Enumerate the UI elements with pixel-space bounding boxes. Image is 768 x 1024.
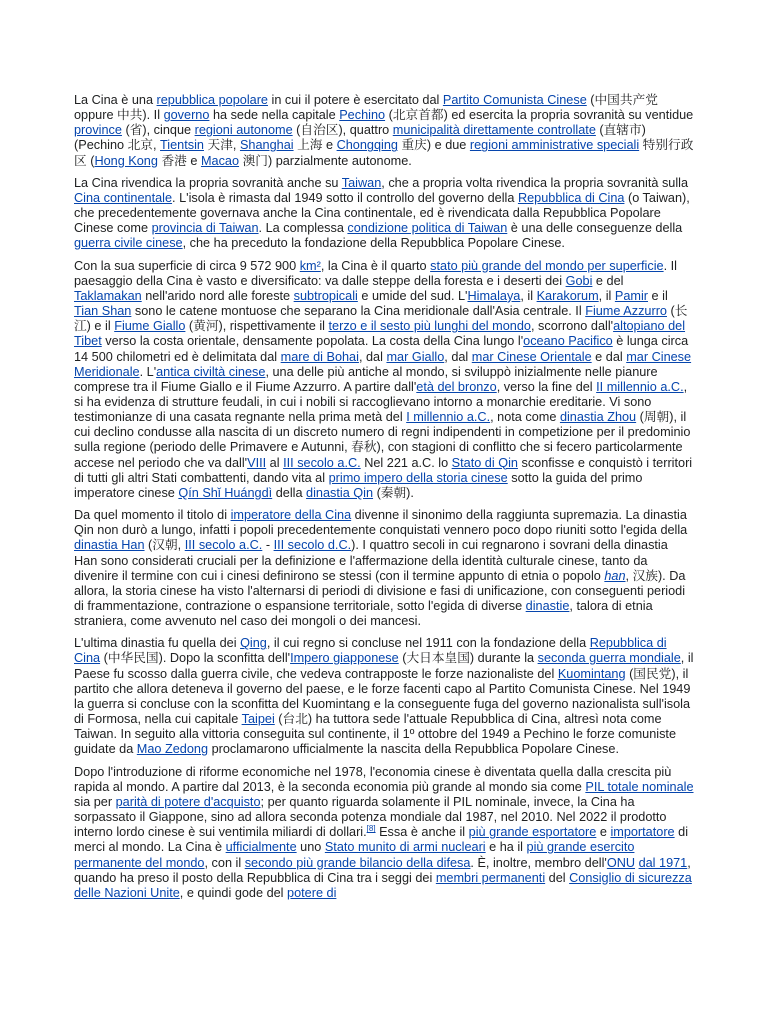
- text-run: , scorrono dall': [530, 319, 614, 334]
- wiki-link[interactable]: dinastia Zhou: [559, 410, 637, 425]
- text-run: . L'isola è rimasta dal 1949 sotto il controllo del governo della: [172, 190, 518, 205]
- wiki-link[interactable]: province: [74, 123, 122, 138]
- text-run: , il: [598, 288, 615, 303]
- wiki-link[interactable]: Fiume Giallo: [114, 319, 186, 334]
- wiki-link[interactable]: membri permanenti: [435, 870, 546, 885]
- wiki-link[interactable]: più grande esportatore: [468, 825, 597, 840]
- wiki-link[interactable]: mare di Bohai: [280, 349, 359, 364]
- text-run: della: [272, 485, 307, 500]
- wiki-link[interactable]: seconda guerra mondiale: [537, 651, 681, 666]
- wiki-link[interactable]: Chongqing: [336, 138, 398, 153]
- wiki-link[interactable]: stato più grande del mondo per superficie: [430, 258, 664, 273]
- wiki-link[interactable]: Qing: [240, 636, 267, 651]
- wiki-link[interactable]: III secolo a.C.: [184, 538, 263, 553]
- text-run: ). I quattro secoli in cui regnarono i sovrani della dinastia Han sono considerati cruciali per la definizione e l'affermazione della identità culturale cinese, tanto da divenire il termine con cui i cinesi definirono se stessi (con il termine appunto di etnia o popolo: [74, 538, 668, 583]
- text-run: sia per: [74, 794, 116, 809]
- text-run: . È, inoltre, membro dell': [470, 855, 607, 870]
- text-run: , si ha evidenza di strutture feudali, in cui i nobili si raccoglievano intorno a monarchie ereditarie. Vi sono testimonianze di una casata regnante nella prima metà del: [74, 379, 688, 425]
- wiki-link[interactable]: antica civiltà cinese: [156, 364, 266, 379]
- text-run: (长江) e il: [74, 304, 688, 334]
- wiki-link[interactable]: Taklamakan: [74, 288, 142, 303]
- text-run: e umide del sud. L': [357, 288, 468, 303]
- wiki-link[interactable]: Fiume Azzurro: [585, 304, 667, 319]
- wiki-link[interactable]: Repubblica di Cina: [74, 636, 667, 666]
- wiki-link[interactable]: Karakorum: [536, 288, 599, 303]
- wiki-link[interactable]: Pechino: [339, 108, 386, 123]
- paragraph: [74, 508, 694, 629]
- wiki-link[interactable]: Tian Shan: [74, 304, 132, 319]
- wiki-link[interactable]: mar Cinese Meridionale: [74, 349, 692, 379]
- text-run: -: [262, 538, 274, 553]
- text-run: e del: [592, 273, 624, 288]
- text-run: . La complessa: [258, 221, 348, 236]
- wiki-link[interactable]: importatore: [610, 825, 675, 840]
- text-run: , la Cina è il quarto: [320, 258, 431, 273]
- wiki-link[interactable]: Repubblica di Cina: [517, 190, 625, 205]
- wiki-link[interactable]: Hong Kong: [94, 153, 158, 168]
- wiki-link[interactable]: II millennio a.C.: [596, 379, 684, 394]
- wiki-link[interactable]: altopiano del Tibet: [74, 319, 686, 349]
- text-run: in cui il potere è esercitato dal: [267, 93, 443, 107]
- wiki-link[interactable]: guerra civile cinese: [74, 236, 183, 251]
- text-run: 澳门) parzialmente autonome.: [239, 153, 412, 168]
- text-run: sotto la guida del primo imperatore cinese: [74, 470, 643, 500]
- wiki-link[interactable]: Mao Zedong: [136, 742, 209, 757]
- text-run: verso la costa orientale, densamente popolata. La costa della Cina lungo l': [101, 334, 524, 349]
- text-run: , dal: [358, 349, 387, 364]
- text-run: (秦朝).: [373, 485, 414, 500]
- text-run: (中华民国). Dopo la sconfitta dell': [100, 651, 291, 666]
- text-run: nell'arido nord alle foreste: [141, 288, 294, 303]
- text-run: La Cina rivendica la propria sovranità anche su: [74, 175, 342, 190]
- text-run: (汉朝,: [144, 538, 185, 553]
- wiki-link[interactable]: Pamir: [614, 288, 649, 303]
- wiki-link[interactable]: parità di potere d'acquisto: [115, 794, 261, 809]
- wiki-link[interactable]: terzo e il sesto più lunghi del mondo: [328, 319, 531, 334]
- wiki-link[interactable]: I millennio a.C.: [406, 410, 491, 425]
- wiki-link[interactable]: dinastia Qin: [306, 485, 374, 500]
- text-run: e ha il: [485, 840, 527, 855]
- wiki-link[interactable]: dinastia Han: [74, 538, 145, 553]
- text-run: 香港 e: [157, 153, 201, 168]
- text-run: (大日本皇国) durante la: [398, 651, 538, 666]
- wiki-link[interactable]: regioni autonome: [194, 123, 293, 138]
- text-run: Da quel momento il titolo di: [74, 508, 231, 523]
- paragraph: [74, 93, 694, 169]
- text-run: , quando ha preso il posto della Repubblica di Cina tra i seggi dei: [74, 855, 691, 885]
- wiki-link[interactable]: Macao: [200, 153, 240, 168]
- wiki-link[interactable]: potere di: [287, 885, 337, 900]
- text-run: , con il: [204, 855, 245, 870]
- wiki-link[interactable]: età del bronzo: [416, 379, 497, 394]
- wiki-link[interactable]: III secolo d.C.: [273, 538, 352, 553]
- wiki-link[interactable]: Consiglio di sicurezza delle Nazioni Unite: [74, 870, 692, 900]
- wiki-link[interactable]: Stato munito di armi nucleari: [324, 840, 486, 855]
- article-body: [74, 93, 694, 901]
- text-run: Dopo l'introduzione di riforme economiche nel 1978, l'economia cinese è diventata quella dalla crescita più rapida al mondo. A partire dal 2013, è la seconda economia più grande al mondo sia come: [74, 764, 672, 794]
- wiki-link[interactable]: oceano Pacifico: [523, 334, 613, 349]
- text-run: . L': [139, 364, 157, 379]
- text-run: , verso la fine del: [496, 379, 597, 394]
- text-run: 上海 e: [293, 138, 337, 153]
- text-run: al: [266, 455, 284, 470]
- text-run: (自治区), quattro: [292, 123, 393, 138]
- text-run: divenne il sinonimo della raggiunta supremazia. La dinastia Qin non durò a lungo, infatti i popoli precedentemente conquistati vennero poco dopo riuniti sotto l'egida della: [74, 508, 688, 538]
- text-run: , il Paese fu scosso dalla guerra civile, che vedeva contrapposte le forze nazionaliste del: [74, 651, 694, 681]
- text-run: , nota come: [490, 410, 560, 425]
- text-run: L'ultima dinastia fu quella dei: [74, 636, 241, 651]
- text-run: , 汉族). Da allora, la storia cinese ha visto l'alternarsi di periodi di divisione e fasi di unificazione, con conseguenti periodi di frammentazione, contrazione o espansione territoriale, sotto l'egida di diverse: [74, 568, 686, 613]
- wiki-link[interactable]: III secolo a.C.: [283, 455, 361, 470]
- text-run: sono le catene montuose che separano la Cina meridionale dall'Asia centrale. Il: [131, 304, 586, 319]
- text-run: , il cui regno si concluse nel 1911 con la fondazione della: [266, 636, 590, 651]
- text-run: e il: [648, 288, 668, 303]
- wiki-link[interactable]: condizione politica di Taiwan: [347, 221, 508, 236]
- text-run: (黄河), rispettivamente il: [185, 319, 329, 334]
- text-run: La Cina è una: [74, 93, 157, 107]
- wiki-link[interactable]: mar Cinese Orientale: [471, 349, 592, 364]
- wiki-link[interactable]: Impero giapponese: [290, 651, 399, 666]
- wiki-link[interactable]: Partito Comunista Cinese: [442, 93, 587, 107]
- text-run: e dal: [591, 349, 627, 364]
- wiki-link[interactable]: Himalaya: [467, 288, 521, 303]
- text-run: 重庆) e due: [397, 138, 470, 153]
- text-run: Con la sua superficie di circa 9 572 900: [74, 258, 300, 273]
- wiki-link[interactable]: imperatore della Cina: [230, 508, 352, 523]
- text-run: proclamarono ufficialmente la nascita della Repubblica Popolare Cinese.: [208, 742, 619, 757]
- text-run: (o Taiwan), che precedentemente governava anche la Cina continentale, ed è rivendicata dalla Repubblica Popolare Cinese come: [74, 190, 690, 236]
- wiki-link[interactable]: repubblica popolare: [156, 93, 268, 107]
- wiki-link[interactable]: Stato di Qin: [451, 455, 518, 470]
- text-run: (直辖市) (Pechino 北京,: [74, 123, 646, 153]
- wiki-link[interactable]: Taipei: [241, 712, 275, 727]
- wiki-link[interactable]: secondo più grande bilancio della difesa: [244, 855, 471, 870]
- text-run: ; per quanto riguarda solamente il PIL nominale, invece, la Cina ha sorpassato il Giappone, sino ad allora seconda potenza mondiale dal 1987, nel 2010. Nel 2022 il prodotto interno lordo cinese è sui ventimila miliardi di dollari.: [74, 794, 667, 840]
- wiki-link[interactable]: Taiwan: [341, 175, 382, 190]
- wiki-link[interactable]: Qín Shǐ Huángdì: [178, 485, 273, 500]
- wiki-link[interactable]: [604, 569, 625, 583]
- text-run: uno: [296, 840, 325, 855]
- text-run: sconfisse e conquistò i territori di tutti gli altri Stati combattenti, dando vita al: [74, 455, 693, 485]
- text-run: , talora di etnia straniera, come avvenuto nel caso dei mongoli o dei mancesi.: [74, 599, 653, 629]
- text-run: (省), cinque: [121, 123, 195, 138]
- wiki-link[interactable]: regioni amministrative speciali: [469, 138, 640, 153]
- wiki-link[interactable]: dinastie: [525, 599, 570, 613]
- text-run: Essa è anche il: [375, 825, 469, 840]
- text-run: , che ha preceduto la fondazione della Repubblica Popolare Cinese.: [182, 236, 565, 251]
- reference-link[interactable]: [8]: [366, 823, 376, 833]
- text-run: 特别行政区 (: [74, 138, 694, 168]
- wiki-link[interactable]: ufficialmente: [225, 840, 297, 855]
- text-run: del: [545, 870, 570, 885]
- wiki-link[interactable]: mar Giallo: [386, 349, 445, 364]
- text-run: , una delle più antiche al mondo, si sviluppò inizialmente nelle pianure comprese tra il Fiume Giallo e il Fiume Azzurro. A partire dall': [74, 364, 658, 394]
- text-run: è lunga circa 14 500 chilometri ed è delimitata dal: [74, 334, 689, 364]
- wiki-link[interactable]: municipalità direttamente controllate: [392, 123, 596, 138]
- text-run: . Il paesaggio della Cina è vasto e diversificato: va dalle steppe della foresta e i deserti dei: [74, 258, 678, 288]
- wiki-link[interactable]: provincia di Taiwan: [151, 221, 259, 236]
- paragraph: [74, 765, 694, 901]
- text-run: e: [596, 825, 611, 840]
- paragraph: [74, 176, 694, 252]
- text-run: Nel 221 a.C. lo: [360, 455, 452, 470]
- wiki-link[interactable]: Kuomintang: [557, 666, 626, 681]
- wiki-link[interactable]: primo impero della storia cinese: [328, 470, 508, 485]
- wiki-link[interactable]: Tientsin: [160, 138, 204, 153]
- wiki-link[interactable]: VIII: [247, 455, 267, 470]
- text-run: (台北) ha tuttora sede l'attuale Repubblica di Cina, altresì nota come Taiwan. In seguito alla vittoria conseguita sul continente, il 1º ottobre del 1949 a Pechino le forze comuniste guidate da: [74, 712, 677, 757]
- text-run: (中国共产党 oppure 中共). Il: [74, 93, 658, 123]
- wiki-link[interactable]: subtropicali: [293, 288, 358, 303]
- text-run: (北京首都) ed esercita la propria sovranità su ventidue: [385, 108, 694, 123]
- text-run: 天津,: [204, 138, 240, 153]
- paragraph: [74, 636, 694, 757]
- paragraph: [74, 259, 694, 502]
- italic-text: han: [604, 568, 626, 583]
- text-run: è una delle conseguenze della: [507, 221, 683, 236]
- wiki-link[interactable]: km²: [299, 258, 321, 273]
- wiki-link[interactable]: governo: [163, 108, 210, 123]
- wiki-link[interactable]: Cina continentale: [74, 190, 173, 205]
- reference-superscript: [367, 824, 376, 833]
- text-run: di merci al mondo. La Cina è: [74, 825, 689, 855]
- text-run: , che a propria volta rivendica la propria sovranità sulla: [381, 175, 689, 190]
- wiki-link[interactable]: Gobi: [565, 273, 593, 288]
- text-run: , dal: [444, 349, 472, 364]
- wiki-link[interactable]: dal 1971: [638, 855, 688, 870]
- text-run: , e quindi gode del: [179, 885, 288, 900]
- text-run: , il: [520, 288, 537, 303]
- wiki-link[interactable]: più grande esercito permanente del mondo: [74, 840, 635, 870]
- wiki-link[interactable]: PIL totale nominale: [585, 779, 694, 794]
- text-run: ha sede nella capitale: [209, 108, 340, 123]
- wiki-link[interactable]: ONU: [606, 855, 636, 870]
- wiki-link[interactable]: Shanghai: [239, 138, 294, 153]
- text-run: (国民党), il partito che allora deteneva il governo del paese, e le forze facenti capo al Partito Comunista Cinese. Nel 1949 la guerra si concluse con la sconfitta del Kuomintang e la conseguente fuga del governo nazionalista sull'isola di Formosa, nella cui capitale: [74, 666, 691, 727]
- text-run: (周朝), il cui declino condusse alla nascita di un discreto numero di regni indipendenti in competizione per il predominio sulla regione (periodo delle Primavere e Autunni, 春秋), con stagioni di conflitto che si fecero particolarmente accese nel periodo che va dall': [74, 410, 691, 470]
